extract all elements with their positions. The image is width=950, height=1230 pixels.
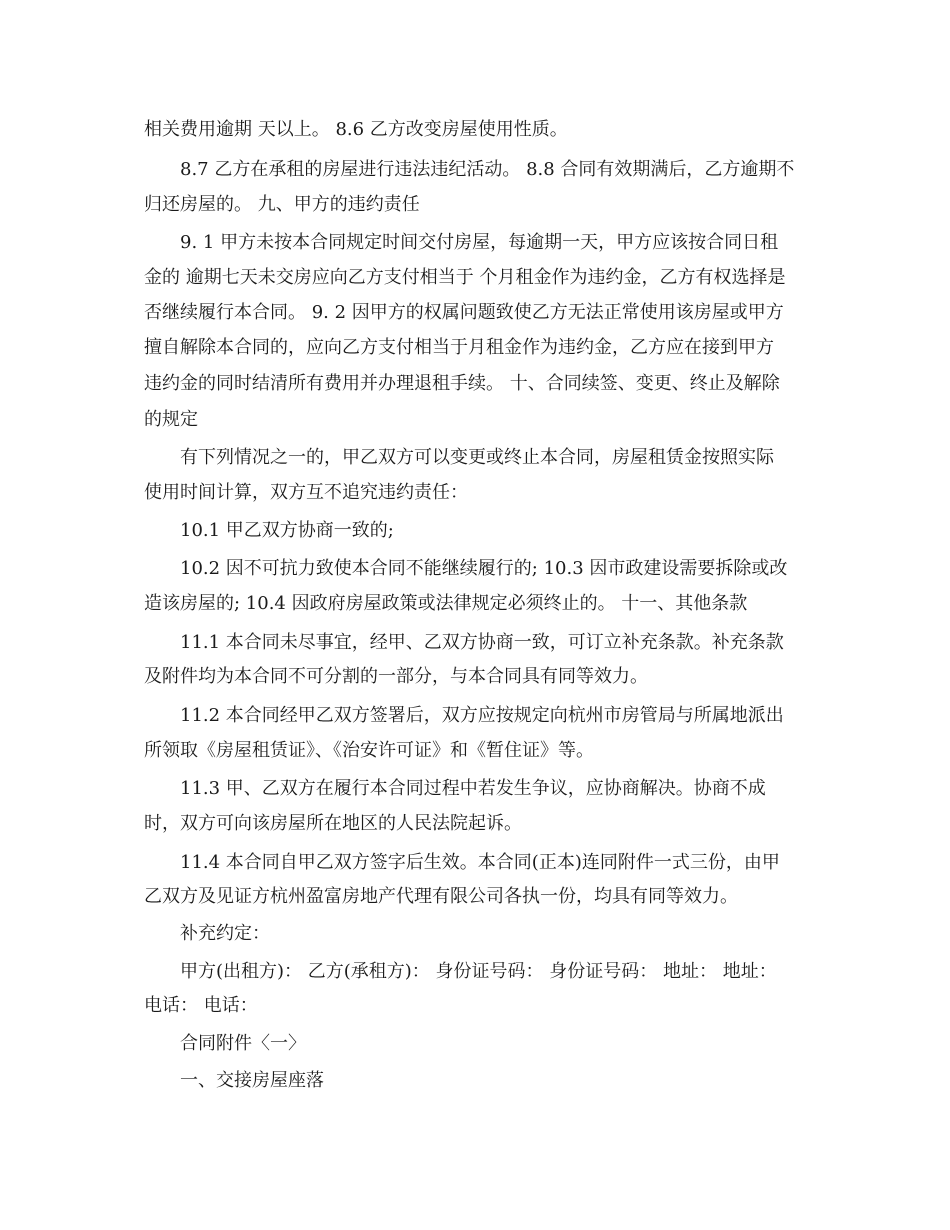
text-line: 11.3 甲、乙双方在履行本合同过程中若发生争议，应协商解决。协商不成: [180, 778, 766, 799]
text-line: 10.2 因不可抗力致使本合同不能继续履行的; 10.3 因市政建设需要拆除或改: [180, 558, 788, 579]
text-line: 有下列情况之一的，甲乙双方可以变更或终止本合同，房屋租赁金按照实际: [180, 447, 774, 468]
text-line: 10.1 甲乙双方协商一致的;: [180, 520, 394, 541]
text-line: 11.4 本合同自甲乙双方签字后生效。本合同(正本)连同附件一式三份，由甲: [180, 852, 780, 873]
text-line: 11.2 本合同经甲乙双方签署后，双方应按规定向杭州市房管局与所属地派出: [180, 705, 784, 726]
text-line: 使用时间计算，双方互不追究违约责任：: [144, 482, 468, 503]
text-line: 甲方(出租方)： 乙方(承租方)： 身份证号码： 身份证号码： 地址： 地址：: [180, 961, 777, 982]
text-line: 相关费用逾期 天以上。 8.6 乙方改变房屋使用性质。: [144, 119, 568, 140]
text-line: 擅自解除本合同的，应向乙方支付相当于月租金作为违约金，乙方应在接到甲方: [144, 337, 774, 358]
text-line: 金的 逾期七天未交房应向乙方支付相当于 个月租金作为违约金，乙方有权选择是: [144, 267, 786, 288]
text-line: 合同附件〈一〉: [180, 1033, 306, 1054]
text-line: 8.7 乙方在承租的房屋进行违法违纪活动。 8.8 合同有效期满后，乙方逾期不: [180, 159, 795, 180]
text-line: 归还房屋的。 九、甲方的违约责任: [144, 194, 420, 215]
text-line: 违约金的同时结清所有费用并办理退租手续。 十、合同续签、变更、终止及解除: [144, 373, 780, 394]
text-line: 的规定: [144, 409, 198, 430]
text-line: 及附件均为本合同不可分割的一部分，与本合同具有同等效力。: [144, 666, 648, 687]
text-line: 时，双方可向该房屋所在地区的人民法院起诉。: [144, 813, 522, 834]
text-line: 补充约定：: [180, 923, 270, 944]
text-line: 所领取《房屋租赁证》、《治安许可证》和《暂住证》等。: [144, 740, 594, 761]
text-line: 电话： 电话：: [144, 995, 258, 1016]
text-line: 造该房屋的; 10.4 因政府房屋政策或法律规定必须终止的。 十一、其他条款: [144, 593, 748, 614]
text-line: 否继续履行本合同。 9. 2 因甲方的权属问题致使乙方无法正常使用该房屋或甲方: [144, 302, 784, 323]
text-line: 一、交接房屋座落: [180, 1070, 324, 1091]
text-line: 乙双方及见证方杭州盈富房地产代理有限公司各执一份，均具有同等效力。: [144, 886, 738, 907]
text-line: 9. 1 甲方未按本合同规定时间交付房屋，每逾期一天，甲方应该按合同日租: [180, 232, 779, 253]
text-line: 11.1 本合同未尽事宜，经甲、乙双方协商一致，可订立补充条款。补充条款: [180, 632, 784, 653]
